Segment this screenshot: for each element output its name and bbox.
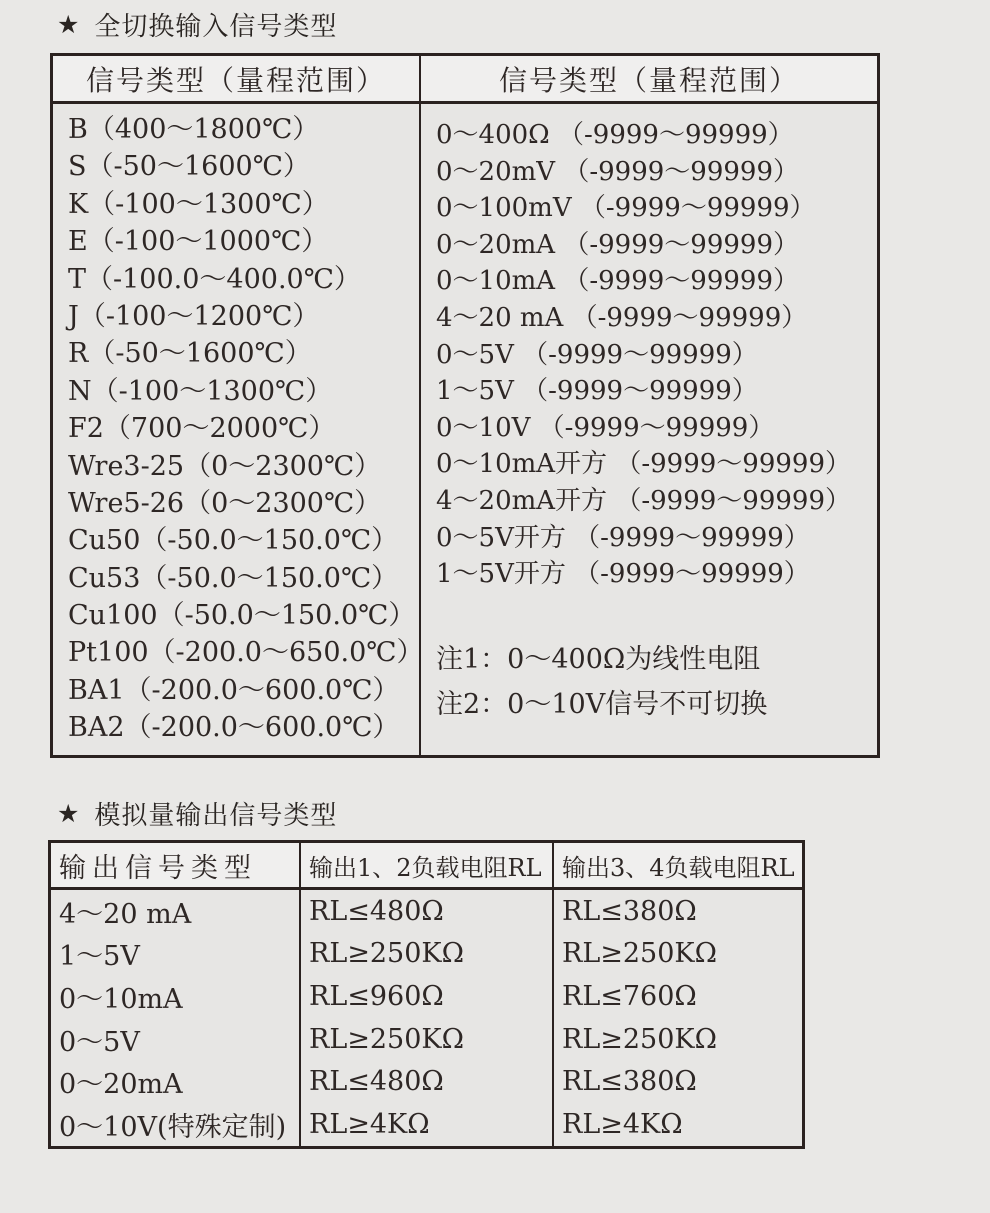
table-row: 0～10V （-9999～99999）: [436, 412, 775, 443]
rl34-cell: RL≤380Ω: [562, 895, 697, 927]
output-type-cell: 0～10mA: [51, 975, 301, 1018]
thermocouple-signal-list: [53, 104, 424, 755]
rl34-cell: RL≤760Ω: [562, 981, 697, 1013]
output-signal-table: [48, 840, 805, 1149]
table-row: 0～20mV （-9999～99999）: [436, 156, 799, 187]
input-signal-table-header: [53, 56, 877, 104]
table-row: B（400～1800℃）: [68, 114, 320, 145]
table-row: S（-50～1600℃）: [68, 151, 310, 183]
table-row: 0～100mV （-9999～99999）: [436, 193, 816, 224]
note-line: 注1：0～400Ω为线性电阻: [436, 643, 761, 675]
star-icon: ★: [57, 799, 80, 828]
table-row: 1～5V开方 （-9999～99999）: [436, 559, 810, 590]
rl12-cell: RL≤480Ω: [301, 1061, 554, 1104]
table-notes: [436, 637, 877, 727]
output-type-cell: 0～20mA: [51, 1061, 301, 1104]
table-row: 4～20mA开方 （-9999～99999）: [436, 485, 851, 516]
output-table-header-type: 输出信号类型: [51, 843, 301, 890]
table-row: Pt100（-200.0～650.0℃）: [68, 637, 424, 669]
rl12-cell: RL≥4KΩ: [301, 1103, 554, 1146]
table-row: 0～10mA （-9999～99999）: [436, 266, 799, 297]
table-row: J（-100～1200℃）: [68, 300, 320, 332]
electrical-signal-list: [421, 104, 877, 755]
table-row: 0～10mA开方 （-9999～99999）: [436, 449, 851, 480]
rl34-cell: RL≥4KΩ: [562, 1109, 683, 1141]
section2-title: 模拟量输出信号类型: [94, 801, 338, 831]
input-signal-table-body: [53, 104, 877, 755]
rl34-cell: RL≥250KΩ: [562, 1023, 717, 1055]
output-table-header-rl12: 输出1、2负载电阻RL: [301, 843, 554, 890]
table-row: BA1（-200.0～600.0℃）: [68, 674, 400, 706]
table-row: F2（700～2000℃）: [68, 413, 336, 445]
input-table-header-right: 信号类型（量程范围）: [498, 63, 799, 97]
output-type-cell: 1～5V: [51, 933, 301, 976]
table-row: 0～5V （-9999～99999）: [436, 339, 758, 370]
section2-heading: [57, 795, 337, 832]
table-row: 0～5V开方 （-9999～99999）: [436, 522, 810, 553]
star-icon: ★: [57, 10, 80, 39]
output-type-cell: 4～20 mA: [51, 890, 301, 933]
rl34-cell: RL≥250KΩ: [562, 938, 717, 970]
note-line: 注2：0～10V信号不可切换: [436, 688, 768, 720]
rl12-cell: RL≤480Ω: [301, 890, 554, 933]
table-row: E（-100～1000℃）: [68, 226, 329, 258]
rl12-cell: RL≤960Ω: [301, 975, 554, 1018]
table-row: T（-100.0～400.0℃）: [68, 263, 361, 295]
table-row: BA2（-200.0～600.0℃）: [68, 712, 400, 744]
output-type-cell: 0～10V(特殊定制): [51, 1103, 301, 1146]
table-row: 4～20 mA （-9999～99999）: [436, 302, 808, 333]
rl34-cell: RL≤380Ω: [562, 1066, 697, 1098]
table-row: 0～400Ω （-9999～99999）: [436, 120, 794, 150]
table-row: K（-100～1300℃）: [68, 188, 329, 220]
table-row: R（-50～1600℃）: [68, 338, 312, 370]
table-row: 0～20mA （-9999～99999）: [436, 229, 799, 260]
input-signal-table: [50, 53, 880, 758]
section1-heading: [57, 6, 337, 43]
input-table-header-left: 信号类型（量程范围）: [53, 56, 421, 101]
table-row: Wre3-25（0～2300℃）: [68, 450, 382, 482]
output-type-cell: 0～5V: [51, 1018, 301, 1061]
rl12-cell: RL≥250KΩ: [301, 933, 554, 976]
table-row: 1～5V （-9999～99999）: [436, 376, 758, 407]
table-row: Cu53（-50.0～150.0℃）: [68, 562, 399, 594]
table-row: Cu100（-50.0～150.0℃）: [68, 600, 416, 632]
table-row: Wre5-26（0～2300℃）: [68, 487, 382, 519]
output-table-header-rl34: 输出3、4负载电阻RL: [554, 843, 802, 890]
table-row: N（-100～1300℃）: [68, 375, 333, 407]
section1-title: 全切换输入信号类型: [94, 12, 338, 42]
rl12-cell: RL≥250KΩ: [301, 1018, 554, 1061]
table-row: Cu50（-50.0～150.0℃）: [68, 525, 399, 557]
